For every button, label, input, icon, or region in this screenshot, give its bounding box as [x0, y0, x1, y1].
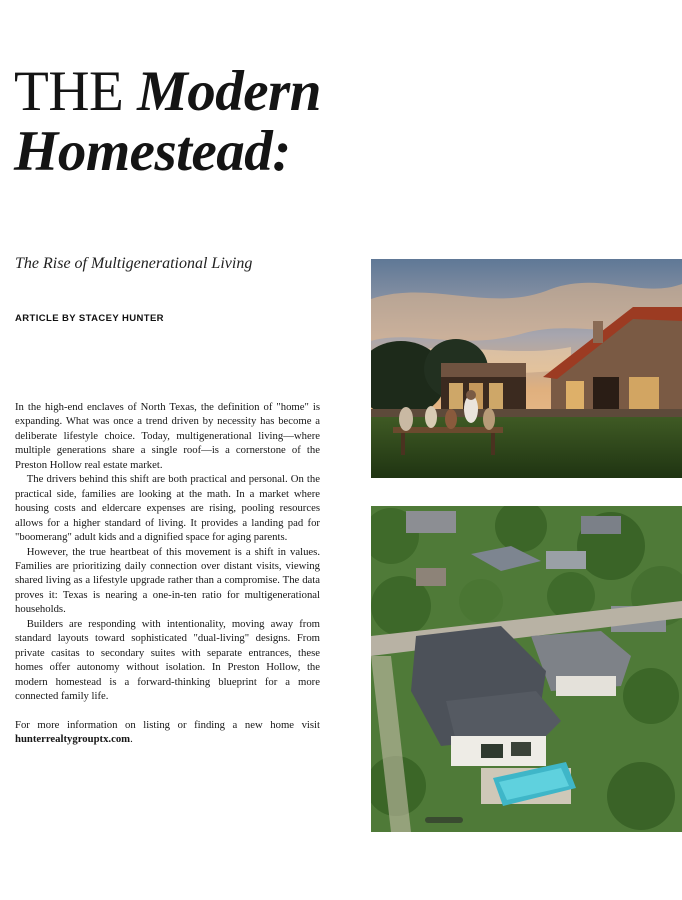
- title-plain: THE: [14, 60, 124, 123]
- title-emphasis-1: Modern: [137, 60, 321, 123]
- cta-text: For more information on listing or finding a new home visit: [15, 718, 320, 731]
- website-link[interactable]: hunterrealtygrouptx.com: [15, 733, 131, 746]
- article-body: [15, 400, 320, 747]
- call-to-action: [15, 718, 320, 747]
- paragraph: In the high-end enclaves of North Texas, the definition of "home" is expanding. What was once a trend driven by necessity has become a deliberate lifestyle choice. Today, multigenerational living—where multiple generations share a single roof—is a cornerstone of the Preston Hollow real estate market.: [15, 401, 320, 471]
- article-subtitle: The Rise of Multigenerational Living: [15, 255, 253, 272]
- aerial-home-photo: [371, 506, 682, 832]
- paragraph: The drivers behind this shift are both practical and personal. On the practical side, families are looking at the math. In a market where housing costs and eldercare expenses are rising, pooling resources allows for a higher standard of living. It provides a landing pad for "boomerang" adult kids and a dignified space for aging parents.: [15, 473, 320, 544]
- title-emphasis-2: Homestead:: [14, 120, 291, 183]
- byline: ARTICLE BY STACEY HUNTER: [15, 313, 164, 324]
- paragraph: Builders are responding with intentionality, moving away from standard layouts toward sophisticated "dual-living" designs. From private casitas to secondary suites with separate entrances, these homes offer autonomy without isolation. In Preston Hollow, the modern homestead is a forward-thinking blueprint for a more connected family life.: [15, 617, 320, 703]
- article-title: [14, 62, 321, 182]
- paragraph: However, the true heartbeat of this movement is a shift in values. Families are prioritizing daily connection over distant visits, viewing shared living as a lifestyle upgrade rather than a compromise. The data proves it: Texas is nearing a one-in-ten ratio for multigenerational households.: [15, 545, 320, 616]
- cta-period: .: [130, 733, 133, 746]
- dining-patio-photo: [371, 259, 682, 478]
